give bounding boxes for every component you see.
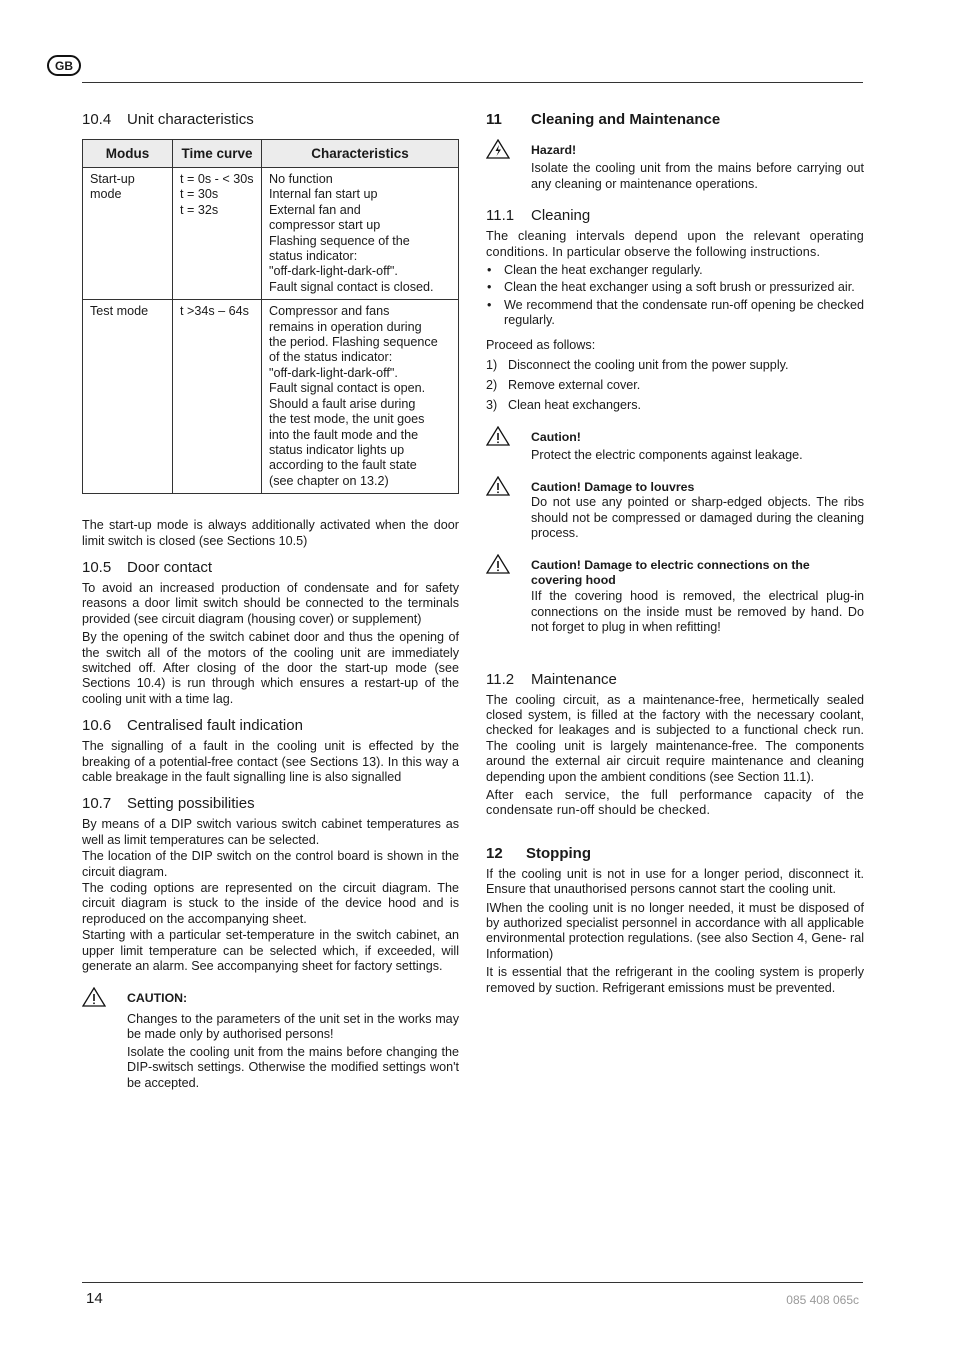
paragraph: It is essential that the refrigerant in the cooling system is properly removed by suction. Refrigerant emissions must be prevented. [486, 965, 864, 995]
warning-icon [486, 426, 531, 466]
paragraph: Starting with a particular set-temperature in the switch cabinet, an upper limit temperature can be selected which, if exceeded, will generate an alarm. See accompanying sheet for factory settings. [82, 928, 459, 974]
paragraph: The location of the DIP switch on the control board is shown in the circuit diagram. [82, 849, 459, 879]
list-item [486, 398, 864, 413]
paragraph: IIf the covering hood is removed, the electrical plug-in connections on the inside must be removed by hand. Do not forget to plug in when refitting! [531, 589, 864, 635]
list-item [486, 378, 864, 393]
section-number: 10.6 [82, 717, 112, 735]
cell-line: Start-up [90, 172, 135, 186]
table-cell-modus [83, 300, 173, 494]
section-title: Cleaning [531, 207, 591, 225]
warning-icon [486, 554, 531, 638]
paragraph: Do not use any pointed or sharp-edged objects. The ribs should not be compressed or damaged during the cleaning process. [531, 495, 864, 541]
header-rule [82, 82, 863, 83]
table-cell-time [173, 168, 262, 300]
caution-title: Caution! Damage to louvres [531, 479, 695, 494]
step-text: Clean heat exchangers. [508, 398, 642, 413]
cell-line: the period. Flashing sequence [269, 335, 438, 350]
cell-line: status indicator: [269, 249, 358, 264]
left-column [82, 110, 459, 1103]
caution-title: CAUTION: [127, 991, 188, 1006]
cleaning-steps-list [486, 358, 864, 413]
section-number: 10.7 [82, 795, 112, 813]
electrical-hazard-icon [486, 139, 531, 194]
step-number: 3) [486, 398, 498, 413]
cell-line: according to the fault state [269, 458, 417, 473]
hazard-block [486, 139, 864, 194]
paragraph: Isolate the cooling unit from the mains before carrying out any cleaning or maintenance operations. [531, 161, 864, 191]
cell-line: t >34s – 64s [180, 304, 249, 319]
paragraph: Proceed as follows: [486, 337, 596, 352]
section-11-2-heading [486, 670, 864, 690]
caution-block [486, 426, 864, 466]
cell-line: Should a fault arise during [269, 396, 416, 411]
caution-title: Caution! Damage to electric connections on the covering hood [531, 557, 810, 587]
section-number: 11.2 [486, 670, 515, 688]
section-10-4-heading [82, 110, 459, 130]
cell-line: mode [90, 187, 122, 202]
paragraph: After each service, the full performance capacity of the condensate run-off should be checked. [486, 787, 864, 818]
section-title: Setting possibilities [127, 795, 255, 813]
section-title: Door contact [127, 558, 213, 576]
warning-icon [82, 987, 127, 1092]
paragraph: By means of a DIP switch various switch cabinet temperatures as well as limit temperatures can be selected. [82, 817, 459, 847]
list-item: • Clean the heat exchanger regularly. [486, 263, 864, 278]
caution-title: Caution! [531, 430, 581, 445]
cell-line: Fault signal contact is closed. [269, 279, 434, 294]
section-10-6-heading [82, 716, 459, 736]
section-10-7-heading [82, 794, 459, 814]
section-title: Centralised fault indication [127, 717, 303, 735]
section-title: Unit characteristics [127, 111, 254, 128]
section-12-heading [486, 844, 864, 864]
cell-line: compressor start up [269, 218, 381, 233]
section-10-5-heading [82, 558, 459, 578]
cell-line: "off-dark-light-dark-off". [269, 264, 398, 279]
cell-line: No function [269, 172, 333, 186]
paragraph: Protect the electric components against leakage. [531, 448, 803, 463]
table-header-characteristics: Characteristics [262, 140, 459, 168]
document-number: 085 408 065c [786, 1293, 859, 1307]
language-badge: GB [47, 55, 81, 76]
step-number: 1) [486, 358, 498, 373]
section-number: 12 [486, 844, 503, 862]
footer-rule [82, 1282, 863, 1283]
cell-line: Compressor and fans [269, 304, 390, 319]
list-item: • Clean the heat exchanger using a soft brush or pressurized air. [486, 280, 864, 295]
table-cell-time [173, 300, 262, 494]
table-header-time-curve: Time curve [173, 140, 262, 168]
right-column [486, 110, 864, 999]
table-cell-modus [83, 168, 173, 300]
cell-line: t = 32s [180, 202, 219, 217]
list-item: • We recommend that the condensate run-off opening be checked regularly. [486, 298, 864, 329]
section-number: 11 [486, 111, 502, 128]
cell-line: of the status indicator: [269, 350, 393, 365]
table-row [83, 300, 459, 494]
paragraph: If the cooling unit is not in use for a longer period, disconnect it. Ensure that unauthorised persons cannot start the cooling unit. [486, 866, 864, 897]
step-text: Disconnect the cooling unit from the power supply. [508, 358, 789, 373]
paragraph: IWhen the cooling unit is no longer needed, it must be disposed of by authorized specialist personnel in accordance with all applicable environmental protection regulations. (see also Section 4, Gene- ral Information) [486, 900, 864, 961]
paragraph: The cleaning intervals depend upon the relevant operating conditions. In particular observe the following instructions. [486, 229, 864, 259]
cell-line: "off-dark-light-dark-off". [269, 365, 398, 380]
unit-characteristics-table [82, 139, 459, 494]
cell-line: t = 0s - < 30s [180, 172, 254, 186]
paragraph: The signalling of a fault in the cooling unit is effected by the breaking of a potential-free contact (see Sections 13). In this way a cable breakage in the fault signalling line is also signalled [82, 739, 459, 784]
warning-icon [486, 476, 531, 544]
section-number: 10.5 [82, 558, 112, 576]
paragraph: Isolate the cooling unit from the mains before changing the DIP-switsch settings. Otherwise the modified settings won't be accepted. [127, 1044, 459, 1090]
paragraph: The cooling circuit, as a maintenance-free, hermetically sealed closed system, is filled at the factory with the necessary coolant, checked for leakages and is subjected to a functional check run. The cooling unit is largely maintenance-free. The components around the external air circuit require maintenance and cleaning depending upon the ambient conditions (see Section 11.1). [486, 692, 864, 784]
step-text: Remove external cover. [508, 378, 641, 393]
cell-line: status indicator lights up [269, 442, 405, 457]
paragraph: Changes to the parameters of the unit set in the works may be made only by authorised persons! [127, 1011, 459, 1042]
paragraph: To avoid an increased production of condensate and for safety reasons a door limit switch should be connected to the terminals provided (see circuit diagram (housing cover) or supplement) [82, 580, 459, 626]
table-row [83, 168, 459, 300]
cleaning-instructions-list [486, 263, 864, 329]
cell-line: External fan and [269, 202, 361, 217]
paragraph: By the opening of the switch cabinet door and thus the opening of the switch all of the motors of the cooling unit are immediately switched off. After closing of the door the start-up mode (see Sections 10.4) is run through which ensures a restart-up of the cooling unit with a time lag. [82, 630, 459, 706]
cell-line: Test mode [90, 304, 149, 319]
section-title: Maintenance [531, 670, 617, 688]
table-header-modus: Modus [83, 140, 173, 168]
cell-line: Internal fan start up [269, 187, 378, 202]
hazard-title: Hazard! [531, 143, 577, 157]
section-title: Cleaning and Maintenance [531, 111, 721, 128]
cell-line: Flashing sequence of the [269, 233, 410, 248]
section-11-heading [486, 110, 864, 130]
caution-block [82, 987, 459, 1092]
cell-line: t = 30s [180, 187, 219, 202]
table-cell-characteristics [262, 168, 459, 300]
caution-block [486, 554, 864, 638]
list-item [486, 358, 864, 373]
step-number: 2) [486, 378, 498, 393]
cell-line: the test mode, the unit goes [269, 412, 425, 427]
paragraph: The coding options are represented on the circuit diagram. The circuit diagram is stuck to the inside of the device hood and is reproduced on the accompanying sheet. [82, 881, 459, 926]
section-number: 10.4 [82, 111, 112, 128]
cell-line: remains in operation during [269, 319, 422, 334]
section-11-1-heading [486, 206, 864, 226]
section-number: 11.1 [486, 207, 515, 225]
caution-block [486, 476, 864, 544]
section-title: Stopping [526, 844, 591, 862]
cell-line: into the fault mode and the [269, 427, 419, 442]
page-number: 14 [86, 1290, 103, 1307]
table-note: The start-up mode is always additionally activated when the door limit switch is closed (see Sections 10.5) [82, 518, 459, 548]
cell-line: Fault signal contact is open. [269, 381, 426, 396]
cell-line: (see chapter on 13.2) [269, 473, 389, 488]
table-cell-characteristics [262, 300, 459, 494]
